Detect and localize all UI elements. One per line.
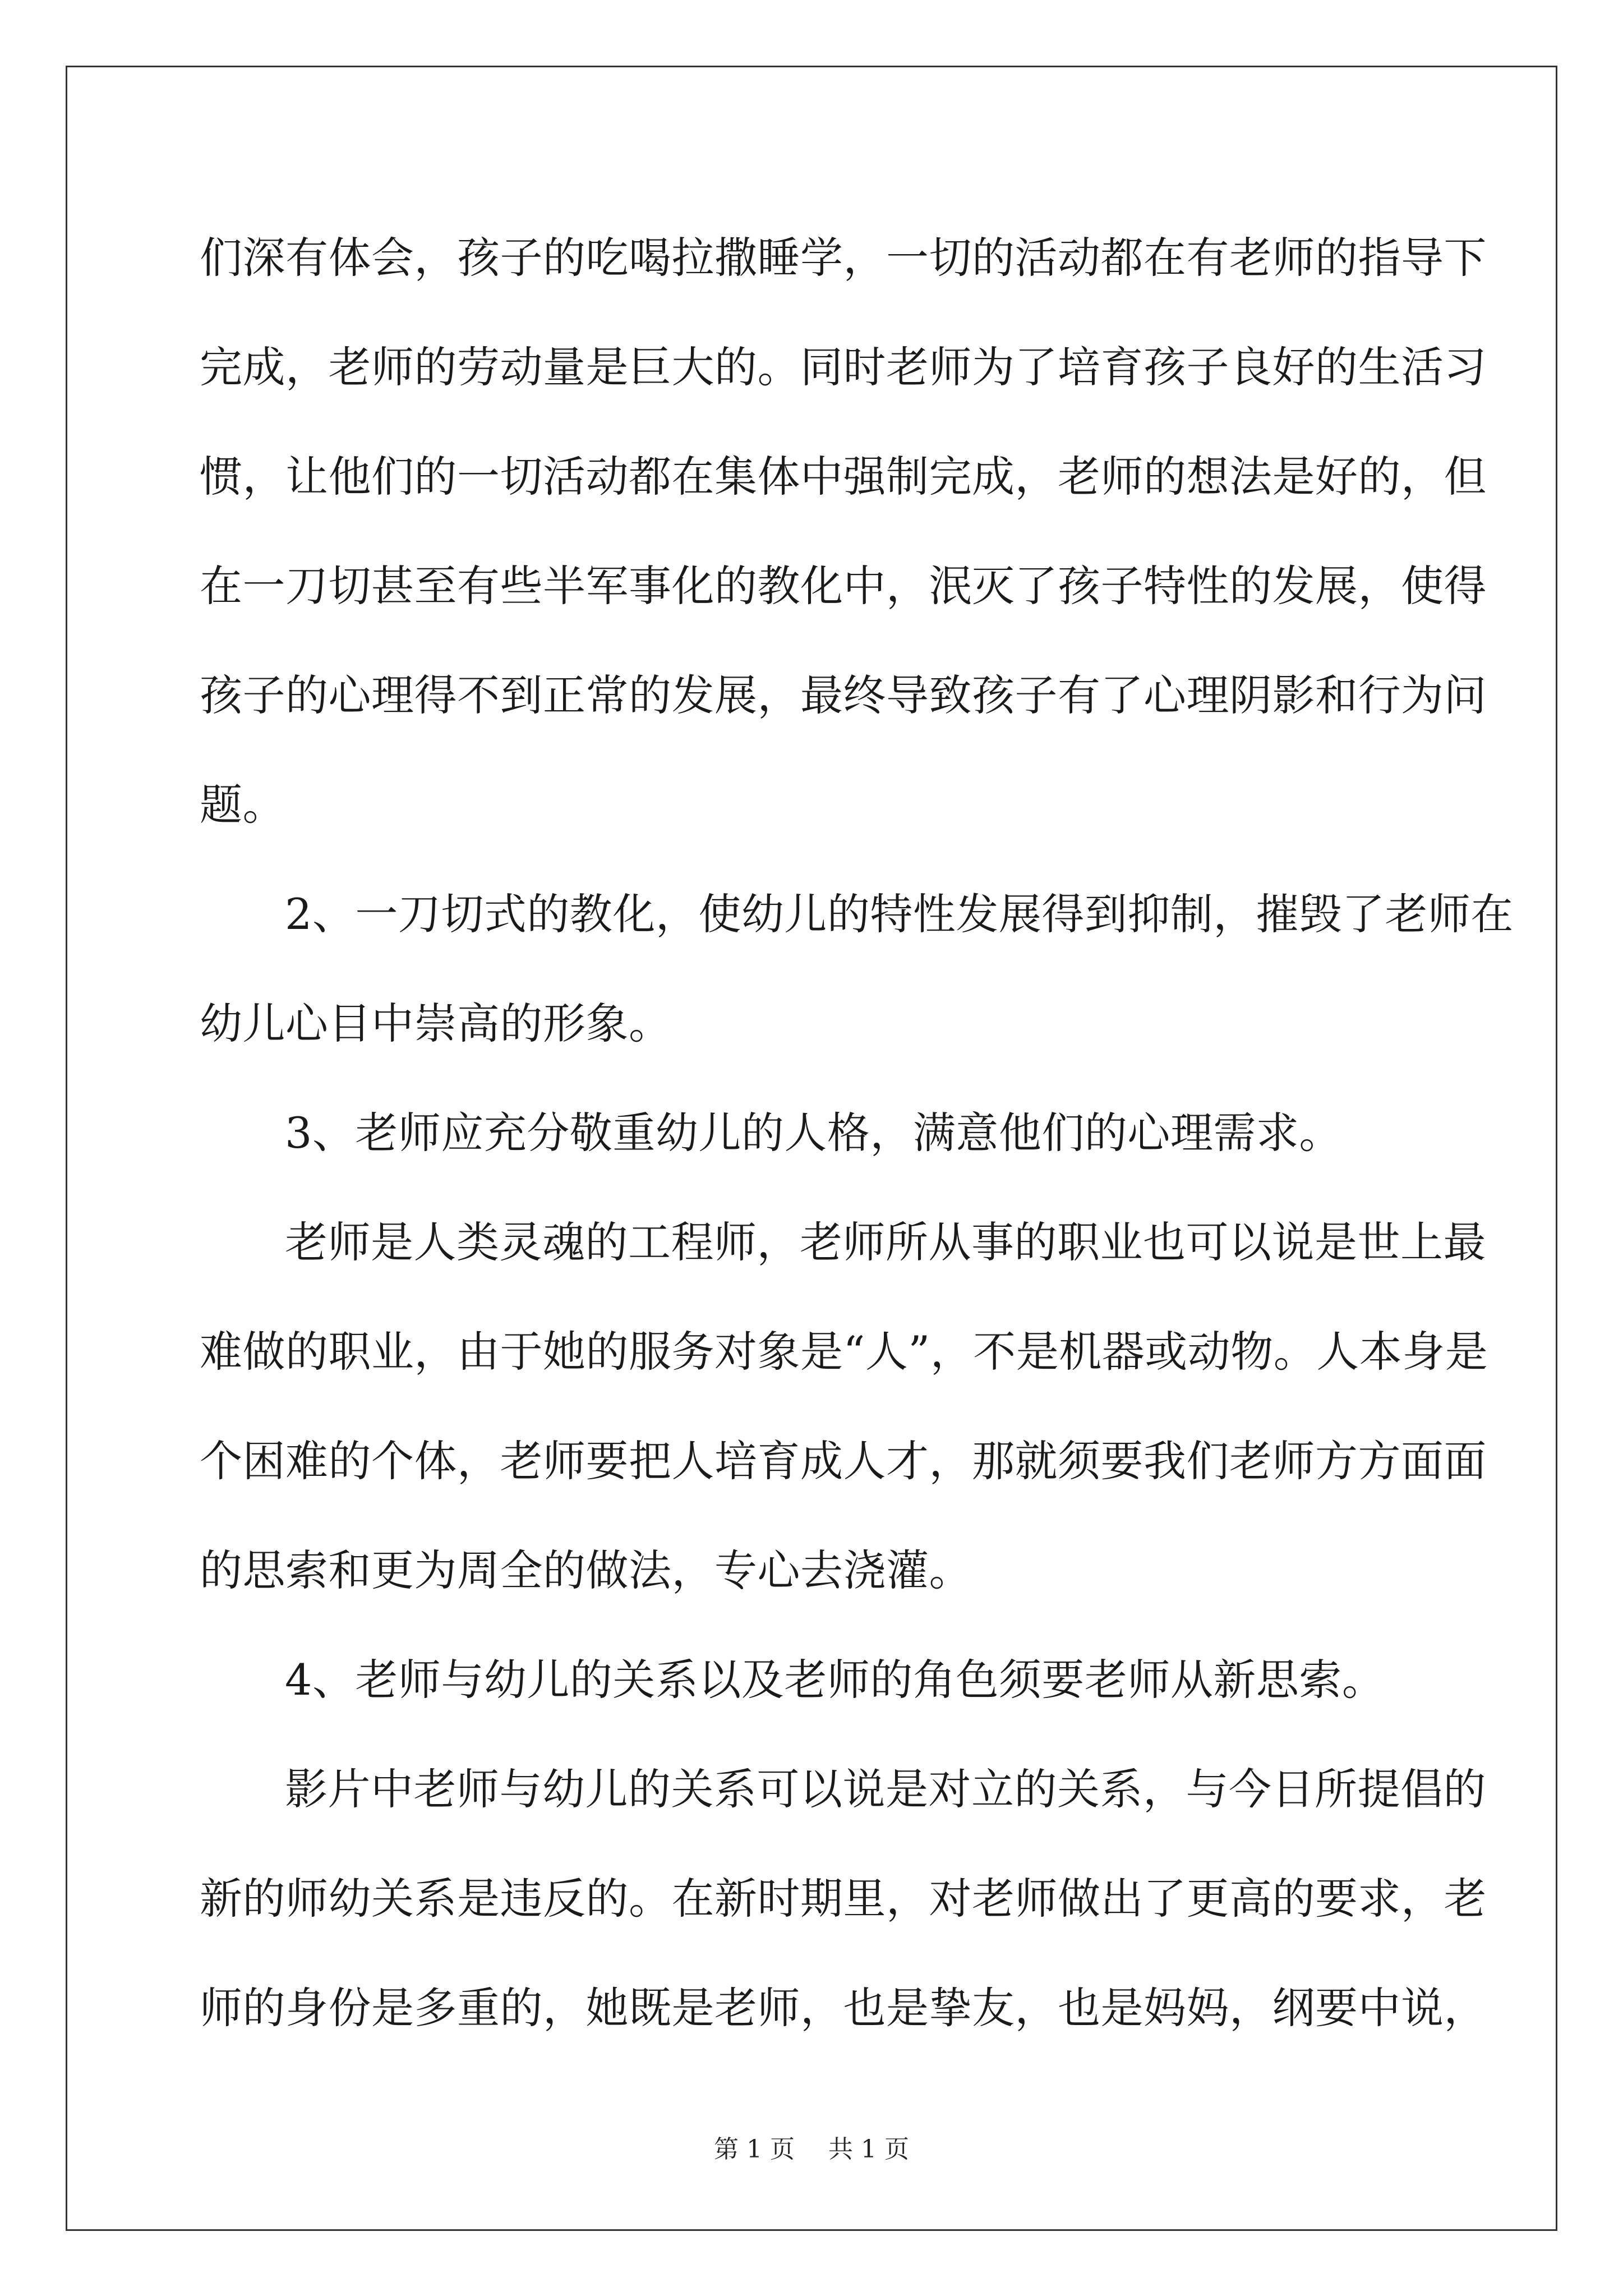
- text-line: 完成，老师的劳动量是巨大的。同时老师为了培育孩子良好的生活习: [200, 342, 1487, 392]
- page-total: 共 1 页: [828, 2135, 909, 2164]
- text-line: 难做的职业，由于她的服务对象是“人”，不是机器或动物。人本身是: [200, 1327, 1488, 1377]
- text-line: 影片中老师与幼儿的关系可以说是对立的关系，与今日所提倡的: [285, 1764, 1486, 1814]
- text-line: 老师是人类灵魂的工程师，老师所从事的职业也可以说是世上最: [285, 1217, 1486, 1267]
- text-line: 师的身份是多重的，她既是老师，也是挚友，也是妈妈，纲要中说，: [200, 1983, 1487, 2033]
- page-footer: [0, 2129, 1623, 2165]
- text-line: 们深有体会，孩子的吃喝拉撒睡学，一切的活动都在有老师的指导下: [200, 233, 1487, 283]
- page-number: 第 1 页: [714, 2135, 795, 2164]
- text-line: 4、老师与幼儿的关系以及老师的角色须要老师从新思索。: [285, 1655, 1385, 1705]
- text-line: 2、一刀切式的教化，使幼儿的特性发展得到抑制，摧毁了老师在: [285, 889, 1514, 939]
- text-line: 新的师幼关系是违反的。在新时期里，对老师做出了更高的要求，老: [200, 1874, 1487, 1924]
- text-line: 在一刀切甚至有些半军事化的教化中，泯灭了孩子特性的发展，使得: [200, 561, 1487, 611]
- text-line: 3、老师应充分敬重幼儿的人格，满意他们的心理需求。: [285, 1108, 1342, 1158]
- text-line: 幼儿心目中崇高的形象。: [200, 999, 672, 1048]
- text-line: 的思索和更为周全的做法，专心去浇灌。: [200, 1545, 972, 1595]
- text-line: 惯，让他们的一切活动都在集体中强制完成，老师的想法是好的，但: [200, 452, 1487, 501]
- text-line: 孩子的心理得不到正常的发展，最终导致孩子有了心理阴影和行为问: [200, 670, 1487, 720]
- text-line: 题。: [200, 780, 285, 830]
- document-body: [200, 203, 1514, 2063]
- text-line: 个困难的个体，老师要把人培育成人才，那就须要我们老师方方面面: [200, 1436, 1487, 1486]
